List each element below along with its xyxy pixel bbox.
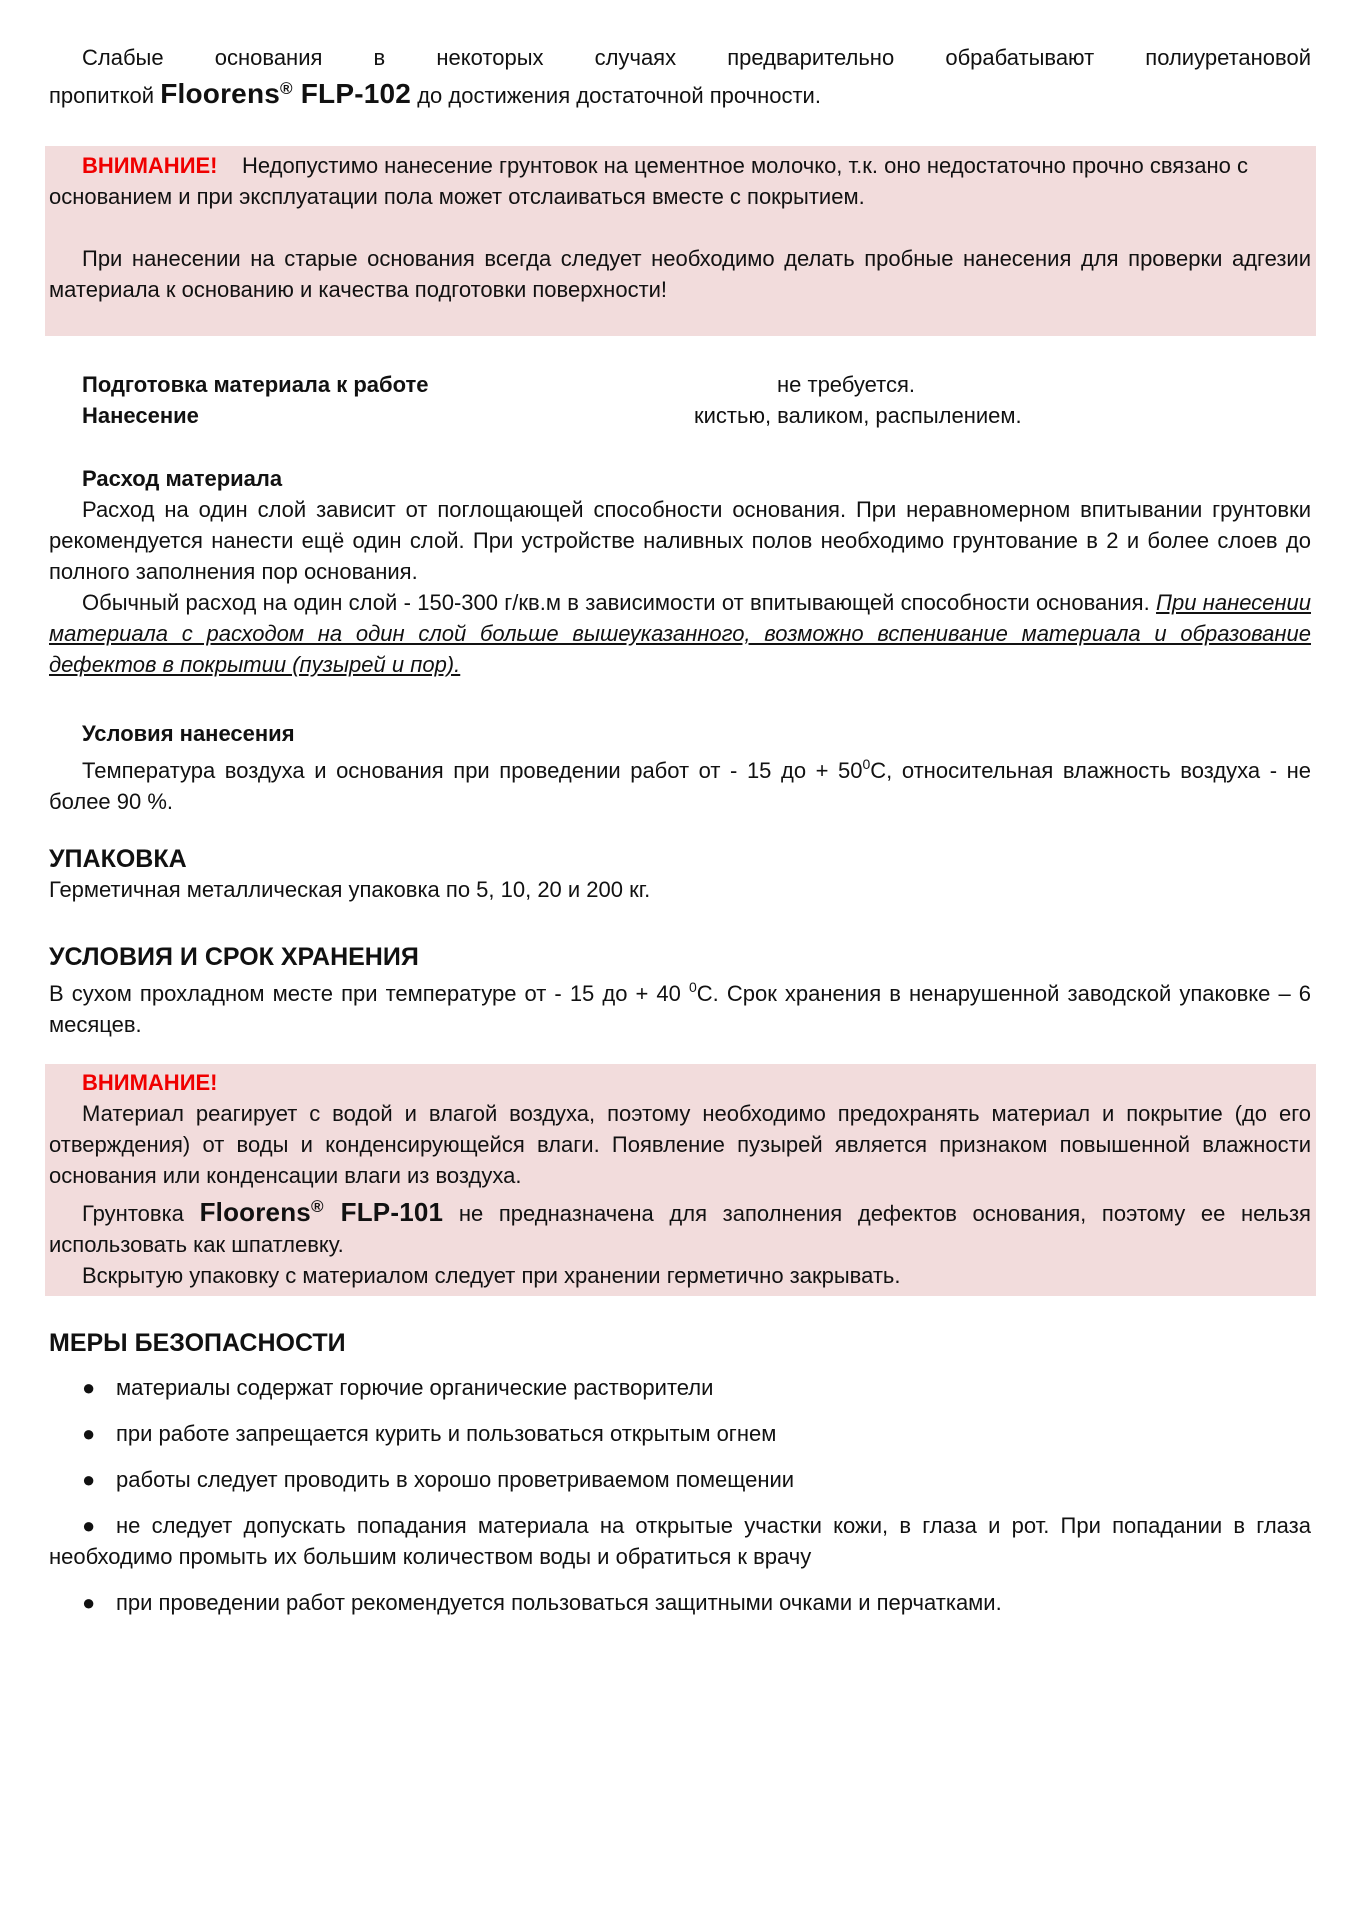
registered-mark: ® (310, 1197, 324, 1216)
warning-2-para-2 (49, 1191, 1311, 1260)
product-model: FLP-102 (300, 78, 412, 109)
brand-text: Floorens (160, 78, 281, 109)
consumption-rate: Обычный расход на один слой - 150-300 г/кв.м в зависимости от впитывающей способности основания. (82, 590, 1150, 615)
safety-item-text: работы следует проводить в хорошо проветриваемом помещении (116, 1467, 795, 1492)
intro-paragraph (49, 42, 1311, 111)
consumption-para-1: Расход на один слой зависит от поглощающей способности основания. При неравномерном впитывании грунтовки рекомендуется нанести ещё один слой. При устройстве наливных полов необходимо грунтование в 2 и более слоев до полного заполнения пор основания. (49, 497, 1311, 584)
bullet-icon: ● (82, 1467, 96, 1492)
warning-2 (49, 1067, 1311, 1291)
packaging-section (49, 844, 1311, 905)
spec-label-preparation: Подготовка материала к работе (82, 372, 429, 397)
storage-text (49, 972, 1311, 1040)
safety-item (49, 1372, 1311, 1403)
warning-1-body: Недопустимо нанесение грунтовок на цементное молочко, т.к. оно недостаточно прочно связано с основанием и при эксплуатации пола может отслаиваться вместе с покрытием. (49, 153, 1248, 209)
safety-item (49, 1510, 1311, 1572)
safety-item (49, 1464, 1311, 1495)
warning-2-label: ВНИМАНИЕ! (82, 1070, 218, 1095)
warning-1 (49, 150, 1311, 305)
intro-pre: пропиткой (49, 83, 155, 108)
safety-item (49, 1587, 1311, 1618)
spec-value-application: кистью, валиком, распылением. (694, 403, 1022, 428)
brand-name (160, 78, 411, 109)
safety-item-text: при работе запрещается курить и пользоваться открытым огнем (116, 1421, 777, 1446)
registered-mark: ® (280, 79, 293, 98)
safety-item-text: при проведении работ рекомендуется пользоваться защитными очками и перчатками. (116, 1590, 1002, 1615)
safety-item-text: не следует допускать попадания материала на открытые участки кожи, в глаза и рот. При попадании в глаза необходимо промыть их большим количеством воды и обратиться к врачу (49, 1513, 1311, 1569)
conditions-title: Условия нанесения (82, 721, 295, 746)
storage-text-post: С. Срок хранения в ненарушенной заводской упаковке – 6 месяцев. (49, 981, 1311, 1037)
brand-text: Floorens (199, 1197, 311, 1227)
consumption-note: При нанесении материала с расходом на один слой больше вышеуказанного, возможно вспенивание материала и образование дефектов в покрытии (пузырей и пор). (49, 590, 1311, 677)
product-model: FLP-101 (340, 1197, 444, 1227)
degree-mark: 0 (862, 756, 871, 772)
packaging-title: УПАКОВКА (49, 845, 187, 873)
warning-2-para-1: Материал реагирует с водой и влагой воздуха, поэтому необходимо предохранять материал и покрытие (до его отверждения) от воды и конденсирующейся влаги. Появление пузырей является признаком повышенной влажности основания или конденсации влаги из воздуха. (49, 1101, 1311, 1188)
intro-line-1: Слабые основания в некоторых случаях предварительно обрабатывают полиуретановой (82, 45, 1311, 70)
intro-line-2 (49, 73, 1311, 111)
warning-1-text-2: При нанесении на старые основания всегда следует необходимо делать пробные нанесения для проверки адгезии материала к основанию и качества подготовки поверхности! (49, 246, 1311, 302)
warning-2-para-3: Вскрытую упаковку с материалом следует при хранении герметично закрывать. (82, 1263, 901, 1288)
warning-2-post: не предназначена для заполнения дефектов основания, поэтому ее нельзя использовать как шпатлевку. (49, 1201, 1311, 1257)
consumption-para-2 (49, 587, 1311, 680)
brand-name (200, 1197, 444, 1227)
storage-title: УСЛОВИЯ И СРОК ХРАНЕНИЯ (49, 943, 419, 971)
spec-value-preparation: не требуется. (777, 372, 916, 397)
conditions-text (49, 749, 1311, 817)
bullet-icon: ● (82, 1375, 96, 1400)
conditions-text-post: С, относительная влажность воздуха - не более 90 %. (49, 758, 1311, 814)
warning-2-pre: Грунтовка (82, 1201, 184, 1226)
bullet-icon: ● (82, 1513, 96, 1538)
safety-section (49, 1328, 1311, 1618)
safety-item (49, 1418, 1311, 1449)
packaging-text: Герметичная металлическая упаковка по 5, 10, 20 и 200 кг. (49, 877, 651, 902)
conditions-section (49, 718, 1311, 817)
bullet-icon: ● (82, 1590, 96, 1615)
conditions-text-pre: Температура воздуха и основания при проведении работ от - 15 до + 50 (82, 758, 863, 783)
warning-1-text (49, 150, 1311, 212)
degree-mark: 0 (688, 979, 697, 995)
warning-label: ВНИМАНИЕ! (82, 153, 218, 178)
consumption-section (49, 463, 1311, 680)
storage-text-pre: В сухом прохладном месте при температуре от - 15 до + 40 (49, 981, 689, 1006)
spec-label-application: Нанесение (82, 403, 199, 428)
intro-post: до достижения достаточной прочности. (417, 83, 821, 108)
safety-item-text: материалы содержат горючие органические растворители (116, 1375, 714, 1400)
consumption-title: Расход материала (82, 466, 283, 491)
bullet-icon: ● (82, 1421, 96, 1446)
safety-title: МЕРЫ БЕЗОПАСНОСТИ (49, 1329, 346, 1357)
storage-section (49, 942, 1311, 1040)
